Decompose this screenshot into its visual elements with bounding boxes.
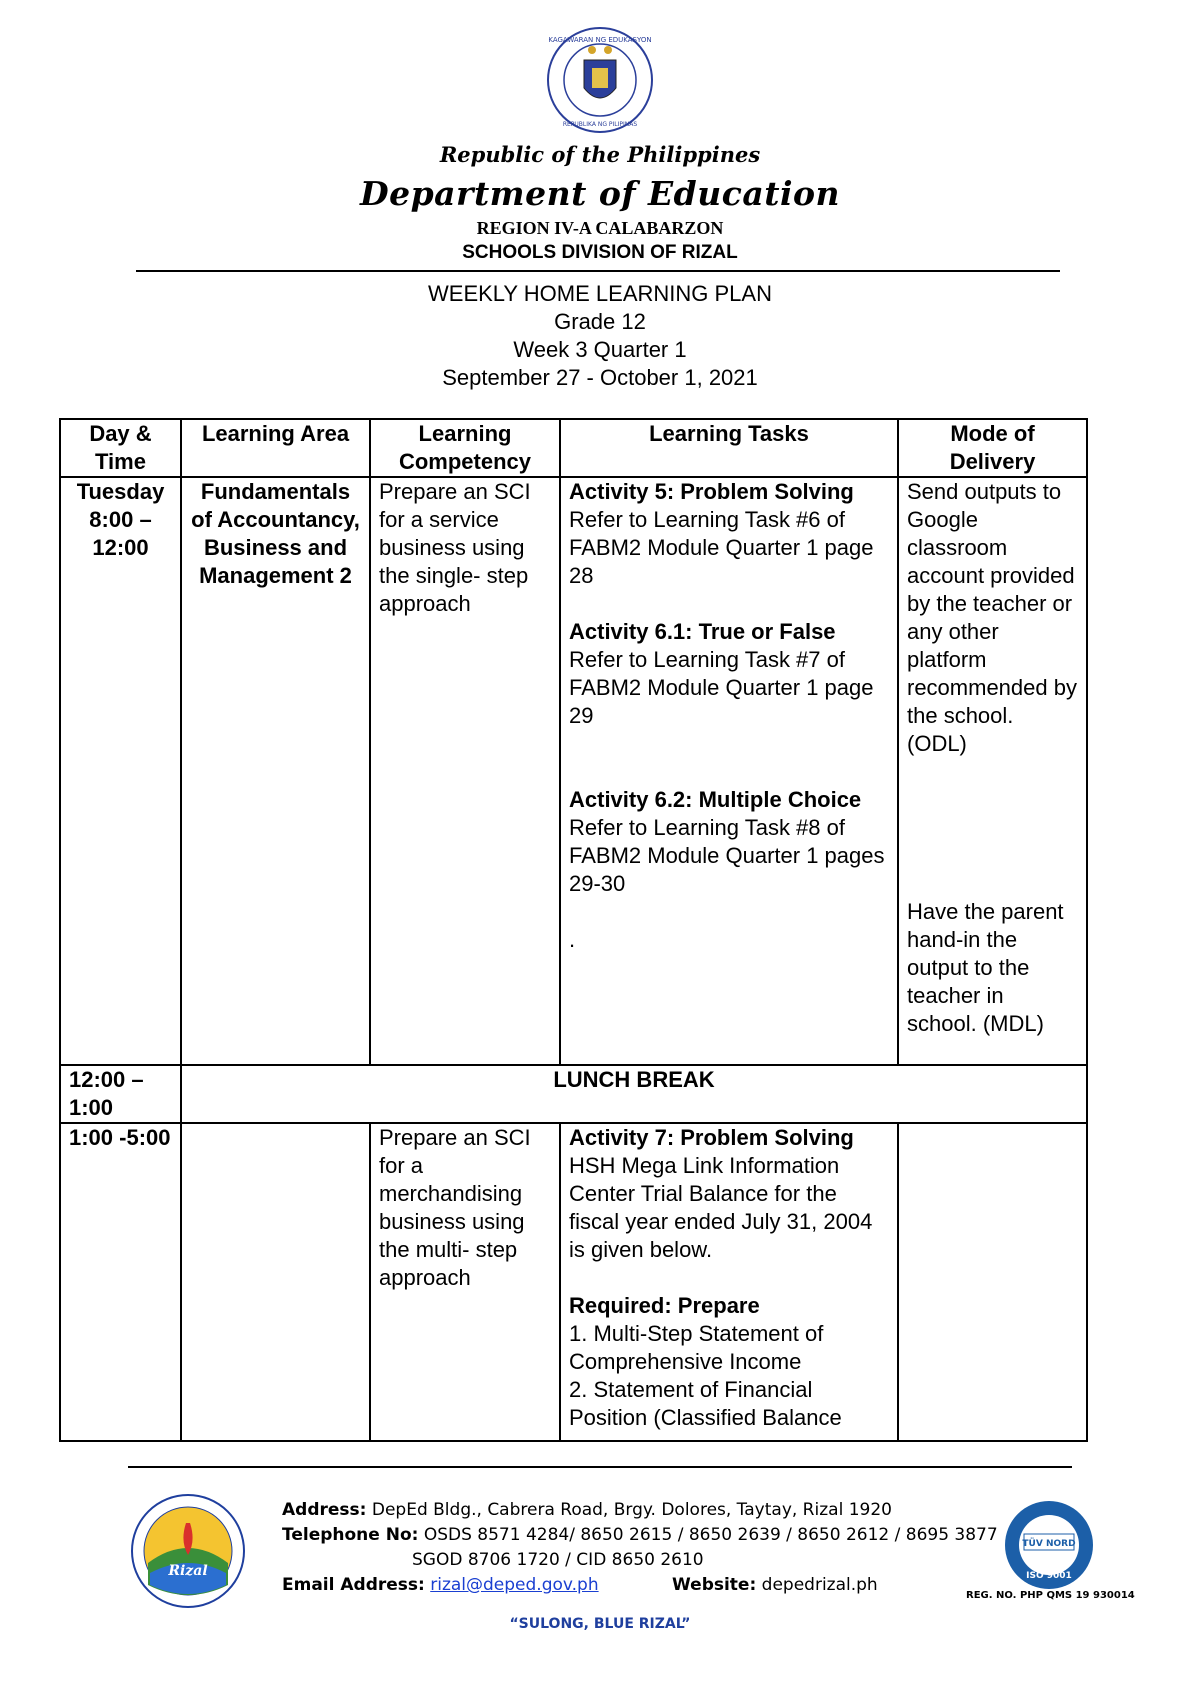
time-text: 8:00 – 12:00 — [89, 507, 152, 560]
header-mode-of-delivery: Mode of Delivery — [898, 419, 1087, 477]
table-row — [60, 1065, 1087, 1123]
cell-learning-tasks — [560, 1123, 898, 1441]
region-heading: REGION IV-A CALABARZON — [476, 218, 724, 238]
delivery-mdl-text: Have the parent hand-in the output to the teacher in school. (MDL) — [907, 899, 1064, 1036]
cell-learning-area: Fundamentals of Accountancy, Business and Management 2 — [181, 477, 370, 1065]
cell-lunch-break: LUNCH BREAK — [181, 1065, 1087, 1123]
cell-learning-tasks — [560, 477, 898, 1065]
required-item-1: 1. Multi-Step Statement of Comprehensive Income — [569, 1321, 824, 1374]
svg-text:KAGAWARAN NG EDUKASYON: KAGAWARAN NG EDUKASYON — [548, 36, 652, 44]
cell-afternoon-time: 1:00 -5:00 — [60, 1123, 181, 1441]
telephone-line — [282, 1523, 998, 1548]
slogan: “SULONG, BLUE RIZAL” — [509, 1616, 691, 1632]
department-heading: Department of Education — [359, 174, 840, 213]
plan-week: Week 3 Quarter 1 — [513, 337, 687, 362]
plan-title-block — [0, 280, 1200, 392]
required-title: Required: Prepare — [569, 1293, 760, 1318]
trailing-dot: . — [569, 927, 576, 952]
registration-number: REG. NO. PHP QMS 19 930014 — [966, 1590, 1135, 1601]
table-header-row — [60, 419, 1087, 477]
website-value[interactable]: depedrizal.ph — [761, 1575, 878, 1595]
delivery-odl-text: Send outputs to Google classroom account provided by the teacher or any other platform recommended by the school. (ODL) — [907, 479, 1077, 756]
plan-grade: Grade 12 — [554, 309, 646, 334]
cell-mode-of-delivery-empty — [898, 1123, 1087, 1441]
svg-text:Rizal: Rizal — [168, 1563, 208, 1579]
activity-7-text: HSH Mega Link Information Center Trial Balance for the fiscal year ended July 31, 2004 is given below. — [569, 1153, 873, 1262]
plan-title: WEEKLY HOME LEARNING PLAN — [428, 281, 772, 306]
header-day-time: Day & Time — [60, 419, 181, 477]
activity-5-title: Activity 5: Problem Solving — [569, 479, 854, 504]
activity-5-text: Refer to Learning Task #6 of FABM2 Module Quarter 1 page 28 — [569, 507, 874, 588]
telephone-label: Telephone No: — [282, 1525, 419, 1545]
address-label: Address: — [282, 1500, 367, 1520]
table-row — [60, 477, 1087, 1065]
activity-6-1-text: Refer to Learning Task #7 of FABM2 Module Quarter 1 page 29 — [569, 647, 874, 728]
svg-text:TÜV NORD: TÜV NORD — [1022, 1539, 1076, 1549]
footer-contact-block — [282, 1498, 998, 1598]
header-competency: Learning Competency — [370, 419, 560, 477]
activity-6-2-title: Activity 6.2: Multiple Choice — [569, 787, 862, 812]
cell-lunch-time: 12:00 – 1:00 — [60, 1065, 181, 1123]
header-learning-area: Learning Area — [181, 419, 370, 477]
iso-certification-logo — [1002, 1498, 1096, 1592]
deped-seal-logo — [546, 26, 654, 134]
telephone-line-2: SGOD 8706 1720 / CID 8650 2610 — [412, 1550, 704, 1570]
day-text: Tuesday — [76, 479, 165, 504]
svg-text:ISO 9001: ISO 9001 — [1026, 1571, 1072, 1581]
activity-7-title: Activity 7: Problem Solving — [569, 1125, 854, 1150]
republic-heading: Republic of the Philippines — [439, 142, 761, 167]
header-divider — [136, 270, 1060, 272]
cell-competency: Prepare an SCI for a service business using the single- step approach — [370, 477, 560, 1065]
email-line — [282, 1573, 998, 1598]
telephone-value: OSDS 8571 4284/ 8650 2615 / 8650 2639 / 8650 2612 / 8695 3877 — [423, 1525, 998, 1545]
required-item-2: 2. Statement of Financial Position (Classified Balance — [569, 1377, 842, 1430]
address-line — [282, 1498, 998, 1523]
table-row — [60, 1123, 1087, 1441]
rizal-division-logo — [130, 1493, 246, 1609]
cell-mode-of-delivery — [898, 477, 1087, 1065]
svg-text:REPUBLIKA NG PILIPINAS: REPUBLIKA NG PILIPINAS — [562, 121, 638, 128]
learning-plan-table — [59, 418, 1088, 1442]
plan-dates: September 27 - October 1, 2021 — [442, 365, 758, 390]
cell-learning-area-empty — [181, 1123, 370, 1441]
activity-6-2-text: Refer to Learning Task #8 of FABM2 Module Quarter 1 pages 29-30 — [569, 815, 885, 896]
division-heading: SCHOOLS DIVISION OF RIZAL — [462, 242, 738, 263]
header-learning-tasks: Learning Tasks — [560, 419, 898, 477]
email-label: Email Address: — [282, 1575, 425, 1595]
footer-divider — [128, 1466, 1072, 1468]
activity-6-1-title: Activity 6.1: True or False — [569, 619, 836, 644]
cell-competency: Prepare an SCI for a merchandising business using the multi- step approach — [370, 1123, 560, 1441]
address-value: DepEd Bldg., Cabrera Road, Brgy. Dolores, Taytay, Rizal 1920 — [371, 1500, 892, 1520]
website-label: Website: — [672, 1575, 757, 1595]
cell-day-time — [60, 477, 181, 1065]
email-link[interactable]: rizal@deped.gov.ph — [430, 1575, 599, 1595]
